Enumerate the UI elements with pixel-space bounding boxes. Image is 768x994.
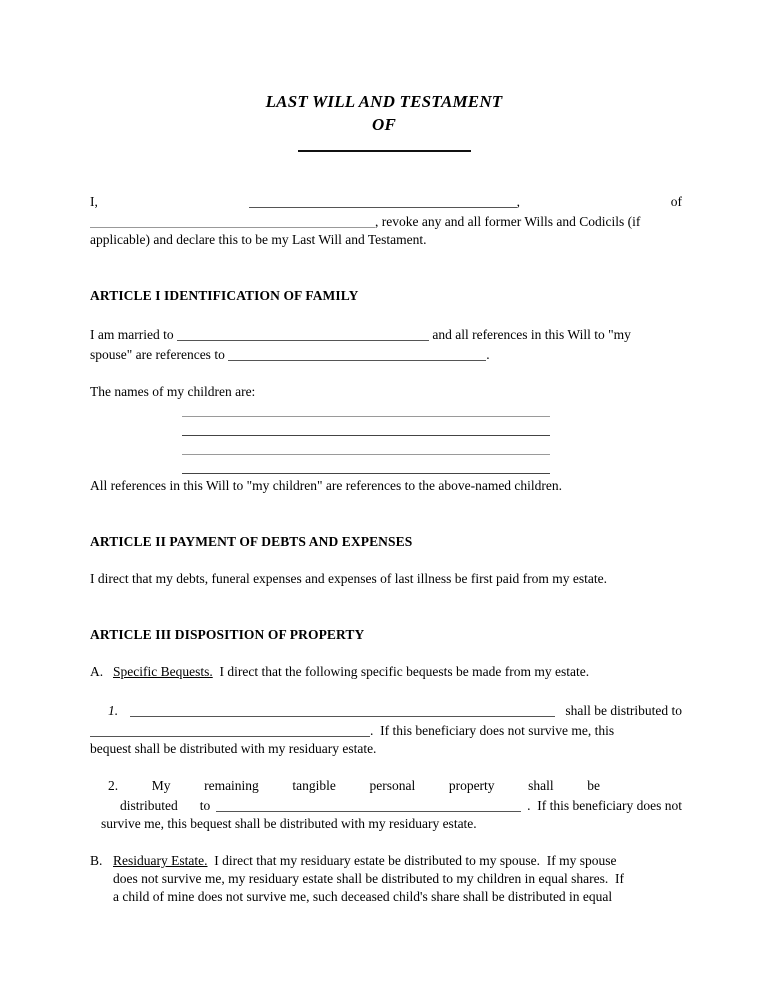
- section-a-label: A.: [90, 664, 104, 679]
- spouse-reference-text: spouse" are references to: [90, 347, 225, 362]
- marriage-paragraph: [90, 324, 682, 364]
- children-note: All references in this Will to "my children" are references to the above-named children.: [90, 478, 563, 493]
- spouse-name-blank: [177, 326, 429, 341]
- bequest-1-line-2-text: . If this beneficiary does not survive me, this: [370, 723, 615, 738]
- bequest-1-number: 1.: [108, 703, 119, 718]
- bequest-1-line-1: [90, 700, 682, 720]
- children-intro: The names of my children are:: [90, 384, 256, 399]
- opening-line-1: [90, 191, 682, 211]
- testator-residence-blank: [90, 213, 375, 228]
- married-to-text: I am married to: [90, 327, 174, 342]
- bequest-1-description-blank: [130, 702, 555, 717]
- testator-name-field: [249, 191, 520, 211]
- article-1-heading: ARTICLE I IDENTIFICATION OF FAMILY: [90, 288, 359, 303]
- marriage-line-1: [90, 324, 682, 344]
- children-name-blanks: [90, 398, 682, 474]
- section-a-title: Specific Bequests.: [113, 664, 213, 679]
- child-name-blank-3: [182, 436, 550, 455]
- opening-line-2: [90, 211, 682, 231]
- spouse-reference-blank: [228, 346, 486, 361]
- section-a-text: I direct that the following specific bequests be made from my estate.: [212, 664, 590, 679]
- bequest-1-beneficiary-blank: [90, 722, 370, 737]
- bequest-1-line-2: [90, 720, 682, 740]
- bequest-2-beneficiary-blank: [216, 797, 521, 812]
- document-title-line2: OF: [371, 115, 397, 134]
- residuary-line-1: [90, 852, 682, 870]
- opening-line-2-text: , revoke any and all former Wills and Codicils (if: [375, 214, 641, 229]
- opening-of: of: [670, 194, 682, 209]
- opening-line-3: applicable) and declare this to be my Last Will and Testament.: [90, 232, 427, 247]
- debts-paragraph: I direct that my debts, funeral expenses and expenses of last illness be first paid from my estate.: [90, 571, 607, 586]
- residuary-line-1-text: I direct that my residuary estate be distributed to my spouse. If my spouse: [207, 853, 617, 868]
- bequest-2-line-2-text: . If this beneficiary does not: [527, 798, 682, 813]
- marriage-line-2: [90, 344, 682, 364]
- spouse-line-period: .: [486, 347, 490, 362]
- testator-name-title-blank: [298, 150, 471, 152]
- article-2-heading: ARTICLE II PAYMENT OF DEBTS AND EXPENSES: [90, 534, 413, 549]
- residuary-estate-section: [90, 852, 682, 906]
- name-trailing-comma: ,: [516, 194, 520, 209]
- residuary-line-2: does not survive me, my residuary estate shall be distributed to my children in equal shares. If: [113, 871, 624, 886]
- child-name-blank-4: [182, 455, 550, 474]
- bequest-2-line-1: [108, 777, 600, 795]
- section-b-title: Residuary Estate.: [113, 853, 208, 868]
- married-after-text: and all references in this Will to "my: [432, 327, 631, 342]
- specific-bequests-section: [90, 663, 682, 681]
- bequest-1-line-3: bequest shall be distributed with my residuary estate.: [90, 741, 377, 756]
- testator-name-blank: [249, 193, 517, 208]
- opening-i-comma: I,: [90, 194, 98, 209]
- bequest-2-word-to: to: [199, 798, 211, 813]
- bequest-1-line-1-text: shall be distributed to: [565, 703, 682, 718]
- opening-paragraph: [90, 191, 682, 249]
- bequest-2-word-distributed: distributed: [120, 798, 178, 813]
- bequest-2-line-2: [120, 795, 682, 815]
- bequest-item-2: [90, 777, 682, 833]
- document-title: [0, 90, 768, 136]
- bequest-item-1: [90, 700, 682, 758]
- section-b-label: B.: [90, 853, 103, 868]
- bequest-2-line-3: survive me, this bequest shall be distributed with my residuary estate.: [101, 816, 477, 831]
- document-title-line1: LAST WILL AND TESTAMENT: [265, 92, 503, 111]
- residuary-line-3: a child of mine does not survive me, such deceased child's share shall be distributed in equal: [113, 889, 613, 904]
- bequest-2-number-and-text: 2. My remaining tangible personal property shall be: [108, 778, 600, 793]
- article-3-heading: ARTICLE III DISPOSITION OF PROPERTY: [90, 627, 365, 642]
- child-name-blank-2: [182, 417, 550, 436]
